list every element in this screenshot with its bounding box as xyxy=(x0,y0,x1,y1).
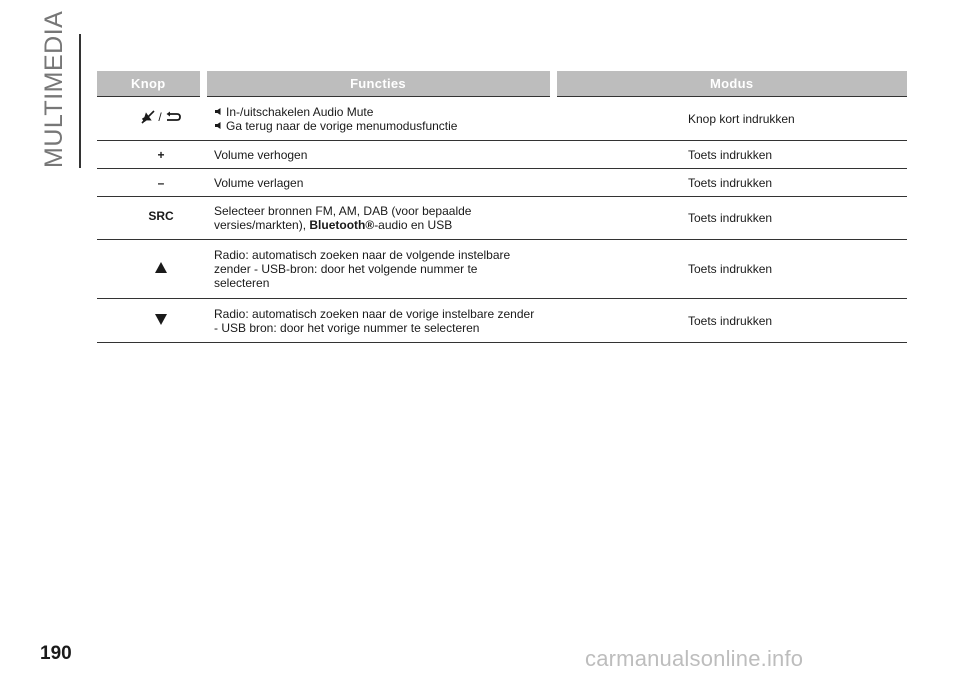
watermark: carmanualsonline.info xyxy=(585,646,804,671)
functies-cell xyxy=(203,299,553,343)
section-title-text: MULTIMEDIA xyxy=(40,10,68,168)
knop-separator: / xyxy=(158,110,162,124)
modus-cell: Toets indrukken xyxy=(553,141,907,169)
knop-cell: + xyxy=(97,141,203,169)
functie-text: In-/uitschakelen Audio Mute xyxy=(226,104,374,119)
functie-line: zender - USB-bron: door het volgende nummer te xyxy=(214,262,478,276)
mute-speaker-icon xyxy=(141,110,155,124)
functie-text: -audio en USB xyxy=(374,218,453,232)
functies-cell: Volume verlagen xyxy=(203,169,553,197)
functie-line xyxy=(214,105,543,119)
header-modus: Modus xyxy=(553,71,907,97)
page-number: 190 xyxy=(40,643,72,664)
functies-cell: Volume verhogen xyxy=(203,141,553,169)
table-row xyxy=(97,240,907,299)
return-arrow-icon xyxy=(214,121,223,130)
table-row xyxy=(97,197,907,240)
return-arrow-icon xyxy=(165,111,181,123)
table-header-row xyxy=(97,71,907,97)
triangle-up-icon xyxy=(155,262,167,273)
section-title xyxy=(38,10,78,168)
knop-cell xyxy=(97,97,203,141)
functie-line: - USB bron: door het vorige nummer te selecteren xyxy=(214,320,480,335)
functie-line: Radio: automatisch zoeken naar de volgende instelbare xyxy=(214,248,511,262)
header-functies: Functies xyxy=(203,71,553,97)
table-row xyxy=(97,299,907,343)
functie-text: versies/markten), xyxy=(214,218,310,232)
functie-line xyxy=(214,218,543,232)
bluetooth-label: Bluetooth® xyxy=(309,218,375,232)
functie-line xyxy=(214,119,543,133)
controls-table xyxy=(97,71,907,343)
knop-cell: SRC xyxy=(97,197,203,240)
mute-speaker-icon xyxy=(214,107,223,116)
functies-cell xyxy=(203,240,553,299)
functie-line: Selecteer bronnen FM, AM, DAB (voor bepaalde xyxy=(214,204,472,218)
functie-line: Radio: automatisch zoeken naar de vorige instelbare zender xyxy=(214,306,535,321)
table-row xyxy=(97,169,907,197)
modus-cell: Toets indrukken xyxy=(553,169,907,197)
section-rule xyxy=(79,34,81,168)
functie-line: selecteren xyxy=(214,276,270,290)
table-row xyxy=(97,141,907,169)
triangle-down-icon xyxy=(155,314,167,325)
table-row xyxy=(97,97,907,141)
knop-cell xyxy=(97,299,203,343)
functies-cell xyxy=(203,97,553,141)
modus-cell: Toets indrukken xyxy=(553,240,907,299)
header-knop: Knop xyxy=(97,71,203,97)
functie-text: Ga terug naar de vorige menumodusfunctie xyxy=(226,118,458,133)
modus-cell: Knop kort indrukken xyxy=(553,97,907,141)
functies-cell xyxy=(203,197,553,240)
knop-cell: – xyxy=(97,169,203,197)
modus-cell: Toets indrukken xyxy=(553,197,907,240)
knop-cell xyxy=(97,240,203,299)
modus-cell: Toets indrukken xyxy=(553,299,907,343)
